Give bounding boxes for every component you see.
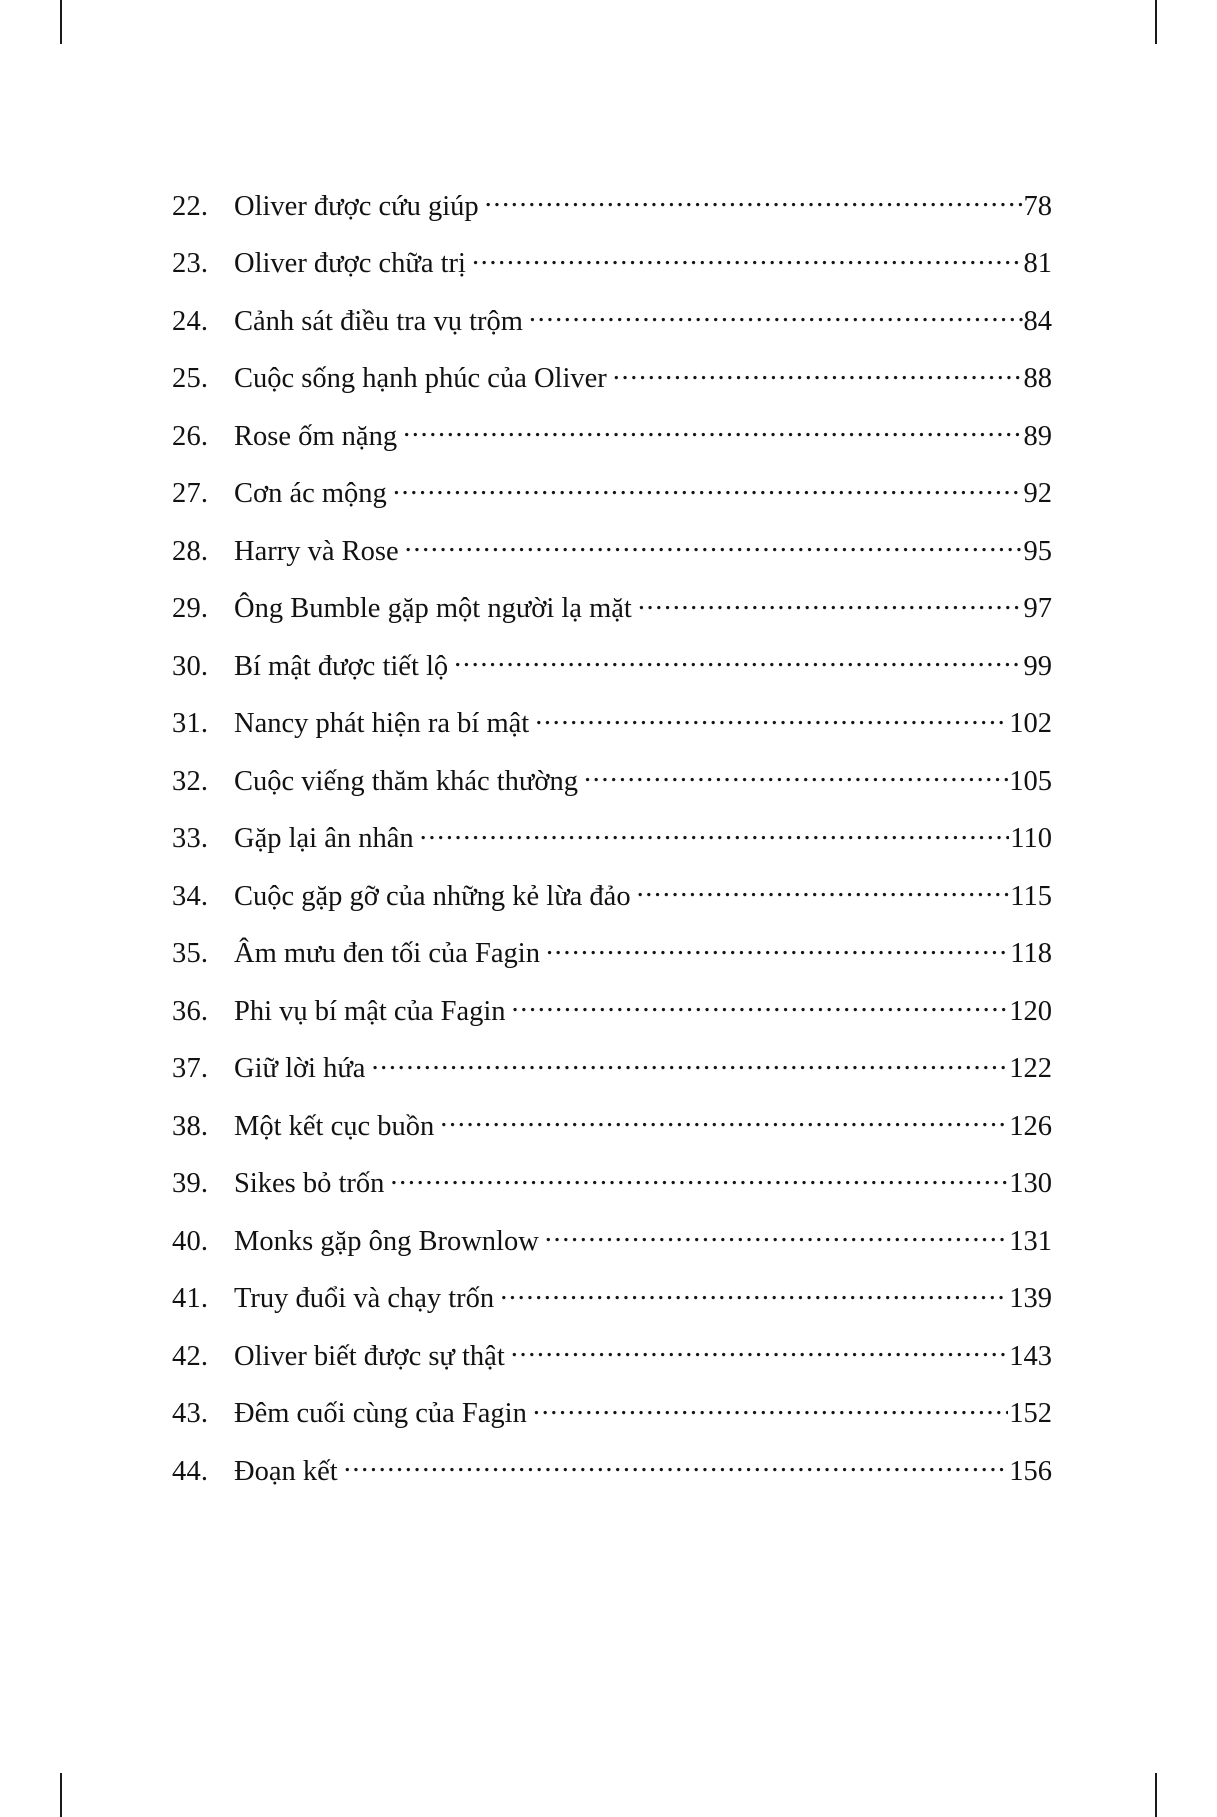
toc-leader-dots: [584, 761, 1008, 790]
toc-entry-title: Ông Bumble gặp một người lạ mặt: [234, 593, 632, 624]
toc-entry-title: Sikes bỏ trốn: [234, 1168, 385, 1199]
toc-entry[interactable]: [172, 1049, 1052, 1084]
toc-entry-page-number: 110: [1010, 823, 1052, 854]
toc-leader-dots: [637, 876, 1010, 905]
toc-entry-page-number: 143: [1009, 1340, 1052, 1372]
toc-entry[interactable]: [172, 761, 1052, 796]
toc-leader-dots: [533, 1394, 1008, 1423]
toc-entry-number: 40.: [172, 1225, 209, 1257]
toc-entry-page-number: 118: [1010, 938, 1052, 969]
toc-entry-page-number: 92: [1023, 478, 1052, 509]
toc-entry-title: Cuộc gặp gỡ của những kẻ lừa đảo: [234, 880, 631, 912]
toc-entry-title: Nancy phát hiện ra bí mật: [234, 708, 530, 739]
toc-entry-number: 27.: [172, 478, 209, 509]
toc-entry-number: 33.: [172, 823, 209, 854]
toc-entry-page-number: 102: [1009, 708, 1052, 739]
toc-entry-page-number: 99: [1023, 650, 1052, 682]
toc-entry-number: 36.: [172, 995, 209, 1027]
toc-entry-title: Cuộc viếng thăm khác thường: [234, 765, 578, 797]
toc-entry[interactable]: [172, 1106, 1052, 1141]
toc-leader-dots: [454, 646, 1022, 675]
crop-mark-bottom-left: [60, 1773, 62, 1817]
crop-mark-bottom-right: [1155, 1773, 1157, 1817]
toc-entry-page-number: 89: [1023, 420, 1052, 452]
toc-entry-title: Harry và Rose: [234, 535, 399, 567]
toc-entry-number: 44.: [172, 1455, 209, 1487]
toc-entry[interactable]: [172, 589, 1052, 624]
toc-leader-dots: [546, 934, 1009, 963]
toc-entry-title: Oliver biết được sự thật: [234, 1340, 505, 1372]
toc-entry-page-number: 88: [1023, 363, 1052, 394]
toc-leader-dots: [393, 474, 1023, 503]
toc-leader-dots: [405, 531, 1023, 560]
toc-leader-dots: [512, 991, 1009, 1020]
toc-leader-dots: [472, 244, 1023, 273]
toc-entry-page-number: 84: [1023, 305, 1052, 337]
toc-entry[interactable]: [172, 819, 1052, 854]
toc-entry-title: Rose ốm nặng: [234, 420, 398, 452]
toc-entry-page-number: 152: [1009, 1398, 1052, 1429]
toc-entry[interactable]: [172, 1336, 1052, 1371]
toc-entry[interactable]: [172, 1451, 1052, 1486]
toc-entry[interactable]: [172, 1164, 1052, 1199]
crop-mark-top-right: [1155, 0, 1157, 44]
toc-entry-page-number: 97: [1023, 593, 1052, 624]
toc-entry[interactable]: [172, 1394, 1052, 1429]
toc-entry-number: 43.: [172, 1398, 209, 1429]
toc-entry-page-number: 126: [1009, 1110, 1052, 1142]
toc-leader-dots: [485, 186, 1023, 215]
toc-entry-number: 30.: [172, 650, 209, 682]
toc-entry[interactable]: [172, 876, 1052, 911]
toc-entry-page-number: 78: [1023, 190, 1052, 222]
toc-entry-number: 31.: [172, 708, 209, 739]
toc-leader-dots: [529, 301, 1023, 330]
toc-entry[interactable]: [172, 531, 1052, 566]
toc-entry-number: 25.: [172, 363, 209, 394]
toc-entry-number: 35.: [172, 938, 209, 969]
toc-entry-page-number: 105: [1009, 765, 1052, 797]
toc-entry-title: Oliver được chữa trị: [234, 248, 466, 279]
toc-leader-dots: [613, 359, 1023, 388]
toc-leader-dots: [638, 589, 1023, 618]
toc-entry-title: Truy đuổi và chạy trốn: [234, 1283, 495, 1314]
toc-leader-dots: [511, 1336, 1009, 1365]
toc-entry-title: Bí mật được tiết lộ: [234, 650, 449, 682]
toc-leader-dots: [344, 1451, 1009, 1480]
toc-entry-title: Oliver được cứu giúp: [234, 190, 479, 222]
toc-entry-number: 29.: [172, 593, 209, 624]
toc-leader-dots: [403, 416, 1022, 445]
toc-entry[interactable]: [172, 474, 1052, 509]
toc-entry[interactable]: [172, 301, 1052, 336]
toc-entry[interactable]: [172, 1221, 1052, 1256]
toc-entry-title: Đêm cuối cùng của Fagin: [234, 1398, 527, 1429]
toc-entry-title: Cảnh sát điều tra vụ trộm: [234, 305, 523, 337]
toc-entry[interactable]: [172, 1279, 1052, 1314]
toc-entry[interactable]: [172, 186, 1052, 221]
toc-entry[interactable]: [172, 991, 1052, 1026]
toc-leader-dots: [420, 819, 1010, 848]
toc-entry-page-number: 130: [1009, 1168, 1052, 1199]
toc-entry-number: 38.: [172, 1110, 209, 1142]
toc-entry-number: 28.: [172, 535, 209, 567]
toc-entry-page-number: 156: [1009, 1455, 1052, 1487]
toc-entry-title: Phi vụ bí mật của Fagin: [234, 995, 506, 1027]
toc-entry-page-number: 131: [1009, 1225, 1052, 1257]
toc-entry-page-number: 139: [1009, 1283, 1052, 1314]
toc-entry-title: Cuộc sống hạnh phúc của Oliver: [234, 363, 607, 394]
toc-leader-dots: [371, 1049, 1008, 1078]
toc-entry-number: 39.: [172, 1168, 209, 1199]
toc-entry[interactable]: [172, 934, 1052, 969]
toc-entry-page-number: 120: [1009, 995, 1052, 1027]
toc-entry[interactable]: [172, 416, 1052, 451]
toc-entry-page-number: 115: [1010, 880, 1052, 912]
toc-leader-dots: [545, 1221, 1008, 1250]
toc-entry-number: 41.: [172, 1283, 209, 1314]
toc-entry-title: Cơn ác mộng: [234, 478, 387, 509]
toc-entry-number: 26.: [172, 420, 209, 452]
toc-entry-number: 34.: [172, 880, 209, 912]
toc-entry-title: Một kết cục buồn: [234, 1110, 435, 1142]
toc-entry[interactable]: [172, 704, 1052, 739]
toc-entry-number: 22.: [172, 190, 209, 222]
crop-mark-top-left: [60, 0, 62, 44]
toc-entry[interactable]: [172, 244, 1052, 279]
toc-entry-title: Giữ lời hứa: [234, 1053, 366, 1084]
toc-leader-dots: [535, 704, 1008, 733]
toc-entry-number: 24.: [172, 305, 209, 337]
toc-leader-dots: [440, 1106, 1008, 1135]
toc-entry-title: Âm mưu đen tối của Fagin: [234, 938, 540, 969]
toc-entry-number: 37.: [172, 1053, 209, 1084]
toc-entry[interactable]: [172, 646, 1052, 681]
toc-entry-title: Đoạn kết: [234, 1455, 338, 1487]
toc-entry-page-number: 122: [1009, 1053, 1052, 1084]
table-of-contents: [172, 186, 1052, 1509]
toc-leader-dots: [390, 1164, 1008, 1193]
toc-entry-number: 32.: [172, 765, 209, 797]
toc-entry-number: 23.: [172, 248, 209, 279]
toc-entry-page-number: 81: [1023, 248, 1052, 279]
toc-entry-number: 42.: [172, 1340, 209, 1372]
toc-entry[interactable]: [172, 359, 1052, 394]
toc-entry-title: Gặp lại ân nhân: [234, 823, 414, 854]
toc-entry-title: Monks gặp ông Brownlow: [234, 1225, 539, 1257]
toc-leader-dots: [500, 1279, 1008, 1308]
toc-entry-page-number: 95: [1023, 535, 1052, 567]
